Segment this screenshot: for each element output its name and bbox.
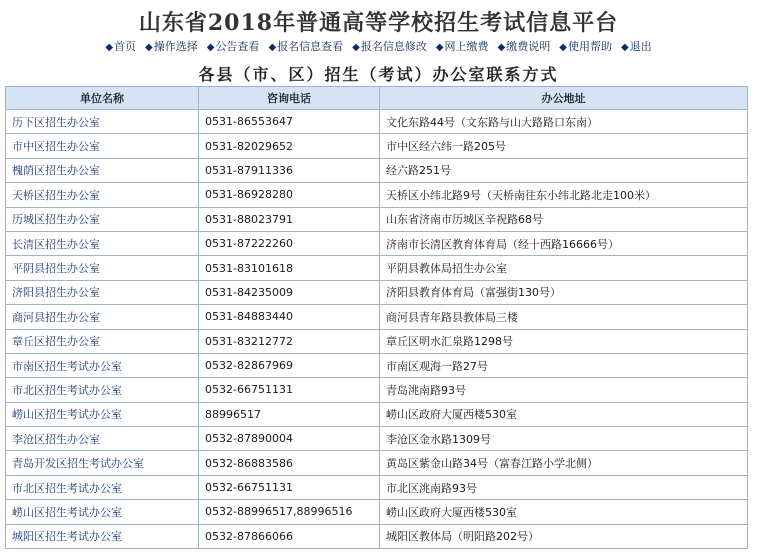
phone-cell: 0531-87911336	[199, 158, 380, 182]
table-row	[6, 207, 748, 231]
diamond-bullet-icon: ◆	[105, 42, 114, 53]
address-cell: 崂山区政府大厦西楼530室	[380, 500, 748, 524]
table-row	[6, 329, 748, 353]
diamond-bullet-icon: ◆	[497, 42, 506, 53]
table-row	[6, 280, 748, 304]
table-row	[6, 110, 748, 134]
phone-cell: 0531-86553647	[199, 110, 380, 134]
phone-cell: 0531-84235009	[199, 280, 380, 304]
diamond-bullet-icon: ◆	[620, 42, 629, 53]
nav-label: 缴费说明	[506, 40, 551, 53]
nav-label: 报名信息查看	[277, 40, 344, 53]
nav-home-link[interactable]	[105, 38, 136, 54]
address-cell: 市中区经六纬一路205号	[380, 134, 748, 158]
address-cell: 经六路251号	[380, 158, 748, 182]
unit-name-cell: 崂山区招生考试办公室	[6, 402, 199, 426]
address-cell: 李沧区金水路1309号	[380, 427, 748, 451]
section-title: 各县（市、区）招生（考试）办公室联系方式	[198, 65, 559, 84]
table-row	[6, 256, 748, 280]
table-row	[6, 451, 748, 475]
table-row	[6, 183, 748, 207]
table-row	[6, 134, 748, 158]
unit-name-cell: 李沧区招生办公室	[6, 427, 199, 451]
nav-logout-link[interactable]	[621, 38, 652, 54]
phone-cell: 0531-83101618	[199, 256, 380, 280]
phone-cell: 0531-83212772	[199, 329, 380, 353]
unit-name-cell: 历城区招生办公室	[6, 207, 199, 231]
address-cell: 章丘区明水汇泉路1298号	[380, 329, 748, 353]
nav-view-registration-link[interactable]	[268, 38, 343, 54]
nav-edit-registration-link[interactable]	[352, 38, 427, 54]
phone-cell: 0532-87890004	[199, 427, 380, 451]
diamond-bullet-icon: ◆	[559, 42, 567, 53]
unit-name-cell: 长清区招生办公室	[6, 231, 199, 255]
address-cell: 黄岛区紫金山路34号（富春江路小学北侧）	[380, 451, 748, 475]
address-cell: 市北区洮南路93号	[380, 475, 748, 499]
unit-name-cell: 章丘区招生办公室	[6, 329, 199, 353]
unit-name-cell: 城阳区招生考试办公室	[6, 524, 199, 548]
unit-name-cell: 市中区招生办公室	[6, 134, 199, 158]
column-header-phone: 咨询电话	[199, 87, 380, 110]
phone-cell: 0532-87866066	[199, 524, 380, 548]
unit-name-cell: 平阴县招生办公室	[6, 256, 199, 280]
nav-label: 公告查看	[215, 40, 260, 53]
unit-name-cell: 商河县招生办公室	[6, 305, 199, 329]
address-cell: 济阳县教育体育局（富强街130号）	[380, 280, 748, 304]
address-cell: 天桥区小纬北路9号（天桥南往东小纬北路北走100米）	[380, 183, 748, 207]
address-cell: 崂山区政府大厦西楼530室	[380, 402, 748, 426]
top-nav	[0, 38, 757, 54]
table-row	[6, 378, 748, 402]
diamond-bullet-icon: ◆	[352, 42, 360, 53]
phone-cell: 0531-82029652	[199, 134, 380, 158]
nav-online-payment-link[interactable]	[436, 38, 489, 54]
phone-cell: 0532-66751131	[199, 475, 380, 499]
unit-name-cell: 槐荫区招生办公室	[6, 158, 199, 182]
nav-label: 退出	[629, 40, 652, 53]
nav-operation-link[interactable]	[145, 38, 198, 54]
table-header-row	[6, 87, 748, 110]
table-row	[6, 475, 748, 499]
column-header-unit: 单位名称	[6, 87, 199, 110]
phone-cell: 0531-87222260	[199, 231, 380, 255]
unit-name-cell: 市北区招生考试办公室	[6, 475, 199, 499]
unit-name-cell: 青岛开发区招生考试办公室	[6, 451, 199, 475]
table-row	[6, 402, 748, 426]
phone-cell: 88996517	[199, 402, 380, 426]
diamond-bullet-icon: ◆	[206, 42, 215, 53]
address-cell: 市南区观海一路27号	[380, 353, 748, 377]
table-row	[6, 353, 748, 377]
address-cell: 商河县青年路县教体局三楼	[380, 305, 748, 329]
address-cell: 青岛洮南路93号	[380, 378, 748, 402]
table-row	[6, 427, 748, 451]
unit-name-cell: 市南区招生考试办公室	[6, 353, 199, 377]
nav-label: 操作选择	[153, 40, 198, 53]
phone-cell: 0532-86883586	[199, 451, 380, 475]
phone-cell: 0531-84883440	[199, 305, 380, 329]
nav-label: 报名信息修改	[360, 40, 427, 53]
nav-usage-help-link[interactable]	[559, 38, 612, 54]
table-row	[6, 524, 748, 548]
column-header-address: 办公地址	[380, 87, 748, 110]
nav-label: 使用帮助	[567, 40, 612, 53]
address-cell: 平阴县教体局招生办公室	[380, 256, 748, 280]
address-cell: 山东省济南市历城区辛祝路68号	[380, 207, 748, 231]
nav-label: 首页	[114, 40, 137, 53]
unit-name-cell: 崂山区招生考试办公室	[6, 500, 199, 524]
nav-label: 网上缴费	[444, 40, 489, 53]
unit-name-cell: 济阳县招生办公室	[6, 280, 199, 304]
phone-cell: 0531-88023791	[199, 207, 380, 231]
table-row	[6, 231, 748, 255]
diamond-bullet-icon: ◆	[268, 42, 277, 53]
unit-name-cell: 天桥区招生办公室	[6, 183, 199, 207]
table-row	[6, 158, 748, 182]
unit-name-cell: 历下区招生办公室	[6, 110, 199, 134]
nav-payment-help-link[interactable]	[498, 38, 551, 54]
nav-announcements-link[interactable]	[207, 38, 260, 54]
diamond-bullet-icon: ◆	[435, 42, 444, 53]
phone-cell: 0532-88996517,88996516	[199, 500, 380, 524]
address-cell: 济南市长清区教育体育局（经十西路16666号）	[380, 231, 748, 255]
phone-cell: 0532-82867969	[199, 353, 380, 377]
phone-cell: 0531-86928280	[199, 183, 380, 207]
address-cell: 城阳区教体局（明阳路202号）	[380, 524, 748, 548]
table-row	[6, 305, 748, 329]
contact-table	[5, 86, 748, 549]
diamond-bullet-icon: ◆	[145, 42, 153, 53]
address-cell: 文化东路44号（文东路与山大路路口东南）	[380, 110, 748, 134]
table-row	[6, 500, 748, 524]
phone-cell: 0532-66751131	[199, 378, 380, 402]
unit-name-cell: 市北区招生考试办公室	[6, 378, 199, 402]
site-title: 山东省2018年普通高等学校招生考试信息平台	[138, 10, 619, 36]
